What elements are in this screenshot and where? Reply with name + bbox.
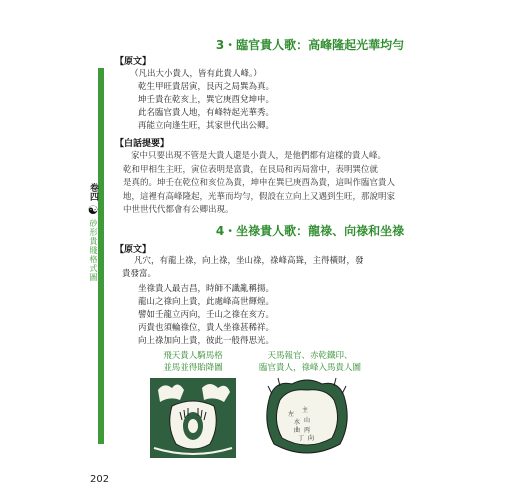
poem-line: 龍山之祿向上貴，此處峰高世輝煌。 bbox=[138, 297, 275, 307]
poem-line: 向上祿加向上貴，彼此一般得思光。 bbox=[138, 336, 275, 346]
chapter-number: 卷四 bbox=[88, 183, 98, 201]
figure-right-caption bbox=[250, 350, 370, 374]
poem-line: 丙貴也須輪祿位，貴人坐祿甚稀祥。 bbox=[138, 323, 275, 333]
section-4-intro bbox=[122, 255, 364, 281]
caption-line: 飛天貴人騎馬格 bbox=[163, 351, 223, 361]
intro-line: 貴發富。 bbox=[122, 269, 157, 279]
section-4-original-label: 【原文】 bbox=[115, 245, 152, 255]
page-number: 202 bbox=[90, 474, 110, 485]
figure-left-illustration bbox=[150, 378, 236, 458]
caption-line: 臨官貴人，祿峰入馬貴人圖 bbox=[258, 363, 361, 373]
figure-left-caption bbox=[138, 350, 248, 374]
paragraph-line: 地，這裡有高峰隆起，光華而均勻，假設在立向上又遇到生旺，那說明家 bbox=[123, 191, 396, 202]
label-zhu: 主 bbox=[302, 407, 309, 414]
label-ding: 丁 bbox=[298, 435, 305, 442]
poem-line: 譬如壬龍立丙向，壬山之祿在亥方。 bbox=[138, 310, 275, 320]
label-shan: 山 bbox=[304, 417, 311, 424]
paragraph-line: 是真的。坤壬在乾位和亥位為貴，坤申在巽巳庚酉為貴，這叫作臨官貴人 bbox=[123, 178, 396, 188]
poem-line: （凡出大小貴人，皆有此貴人峰。） bbox=[130, 69, 262, 79]
section-3-vernacular-label: 【白話提要】 bbox=[115, 139, 170, 149]
taiji-icon: ☯ bbox=[87, 203, 99, 217]
poem-line: 此名臨官貴人地，有峰特起光華秀。 bbox=[138, 108, 275, 118]
poem-line: 再能立向逢生旺，其家世代出公卿。 bbox=[138, 121, 275, 131]
chapter-marker bbox=[84, 183, 102, 282]
section-3-title: 3・臨官貴人歌：高峰隆起光華均勻 bbox=[215, 38, 405, 52]
label-xiang: 向 bbox=[308, 435, 315, 442]
caption-line: 並馬並得貽降圖 bbox=[163, 363, 223, 373]
section-3-poem bbox=[130, 68, 274, 133]
section-4-title: 4・坐祿貴人歌：龍祿、向祿和坐祿 bbox=[215, 224, 405, 238]
chapter-title: 砂形貴賤格式圖 bbox=[89, 219, 98, 282]
section-4-poem bbox=[138, 283, 274, 348]
caption-line: 天馬報官、赤乾鐵印、 bbox=[267, 351, 353, 361]
poem-line: 乾生甲旺貴居寅，艮丙之局巽為真。 bbox=[138, 82, 275, 92]
paragraph-line: 中世世代代都會有公卿出現。 bbox=[123, 205, 234, 215]
figure-right-illustration bbox=[258, 374, 356, 460]
label-bing: 丙 bbox=[304, 427, 311, 434]
paragraph-line: 乾和甲相生主旺，寅位表明是富貴，在艮局和丙局當中，表明巽位就 bbox=[123, 164, 379, 175]
section-3-vernacular bbox=[123, 150, 501, 218]
label-shui: 水 bbox=[294, 419, 301, 426]
paragraph-line: 家中只要出現不管是大貴人還是小貴人，是他們都有這樣的貴人峰。 bbox=[131, 151, 387, 161]
poem-line: 坐祿貴人最吉昌，時師不識亂稱揚。 bbox=[138, 284, 275, 294]
label-qu: 曲 bbox=[294, 427, 301, 434]
label-zuo: 左 bbox=[288, 411, 295, 418]
poem-line: 坤壬貴在乾亥上，巽它庚酉兌坤申。 bbox=[138, 95, 275, 105]
lair-center bbox=[188, 419, 198, 433]
intro-line: 凡穴，有龍上祿，向上祿，坐山祿，祿峰高聳，主得橫財，發 bbox=[134, 256, 364, 266]
section-3-original-label: 【原文】 bbox=[115, 57, 152, 67]
